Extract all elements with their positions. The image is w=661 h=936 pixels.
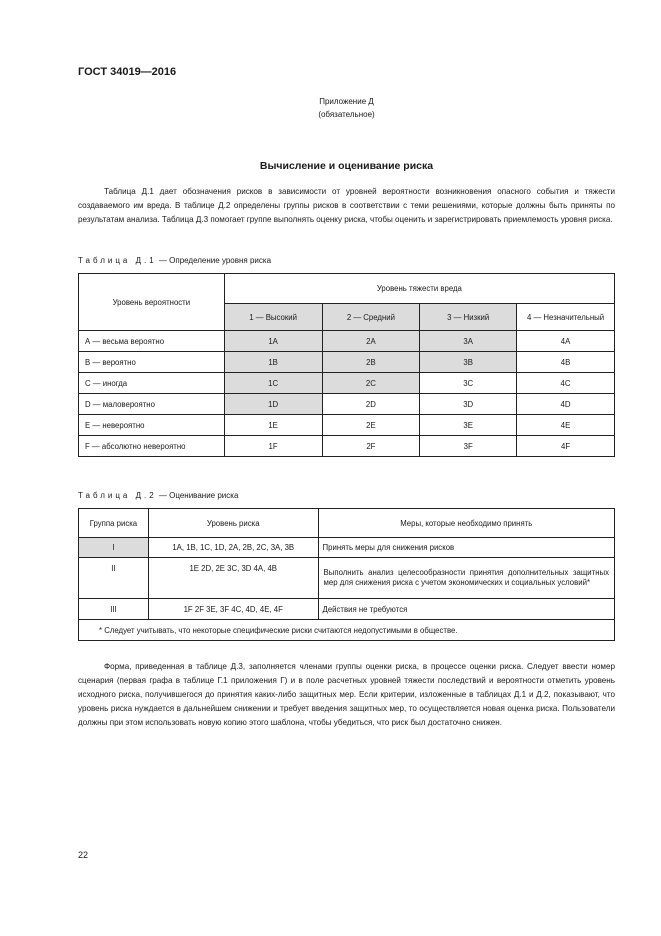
table-row: [79, 599, 615, 620]
table-footnote: * Следует учитывать, что некоторые специфические риски считаются недопустимыми в обществе.: [79, 620, 615, 641]
page-number: 22: [78, 850, 89, 860]
risk-level-header: Уровень риска: [148, 509, 318, 538]
risk-group-header: Группа риска: [79, 509, 149, 538]
risk-evaluation-table: [78, 508, 615, 641]
column-header: 1 — Высокий: [224, 304, 322, 331]
risk-cell: 2F: [322, 436, 420, 457]
risk-levels: 1Е 2D, 2Е 3С, 3D 4А, 4В: [148, 558, 318, 599]
risk-levels: 1А, 1В, 1С, 1D, 2А, 2В, 2С, 3А, 3В: [148, 538, 318, 558]
measures-header: Меры, которые необходимо принять: [318, 509, 614, 538]
table-row: [79, 331, 615, 352]
risk-cell: 1А: [224, 331, 322, 352]
risk-cell: 3F: [420, 436, 517, 457]
annex-type: (обязательное): [318, 110, 375, 119]
risk-levels: 1F 2F 3Е, 3F 4С, 4D, 4Е, 4F: [148, 599, 318, 620]
column-header: 4 — Незначительный: [517, 304, 615, 331]
table-row: [79, 373, 615, 394]
column-header: 2 — Средний: [322, 304, 420, 331]
standard-header: ГОСТ 34019—2016: [78, 66, 177, 78]
risk-group: III: [79, 599, 149, 620]
row-label: Е — невероятно: [79, 415, 225, 436]
table-row: [79, 558, 615, 599]
risk-cell: 2D: [322, 394, 420, 415]
row-label: С — иногда: [79, 373, 225, 394]
risk-cell: 3А: [420, 331, 517, 352]
risk-cell: 4D: [517, 394, 615, 415]
risk-cell: 1F: [224, 436, 322, 457]
annex-title: Приложение Д: [319, 97, 374, 106]
table-row: [79, 415, 615, 436]
risk-cell: 4Е: [517, 415, 615, 436]
risk-cell: 4С: [517, 373, 615, 394]
severity-level-header: Уровень тяжести вреда: [224, 274, 614, 304]
row-label: В — вероятно: [79, 352, 225, 373]
risk-group: II: [79, 558, 149, 599]
risk-group: I: [79, 538, 149, 558]
intro-paragraph: Таблица Д.1 дает обозначения рисков в зависимости от уровней вероятности возникновения опасного события и тяжести создаваемого им вреда. В таблице Д.2 определены группы рисков в соответствии с теми решениями, которые должны быть приняты по результатам анализа. Таблица Д.3 помогает группе выполнять оценку риска, чтобы оценить и зарегистрировать приемлемость уровня риска.: [78, 187, 615, 224]
row-label: F — абсолютно невероятно: [79, 436, 225, 457]
measures: Выполнить анализ целесообразности принятия дополнительных защитных мер для снижения риска с учетом экономических и социальных условий*: [318, 558, 614, 599]
risk-cell: 1В: [224, 352, 322, 373]
risk-cell: 4А: [517, 331, 615, 352]
risk-cell: 3В: [420, 352, 517, 373]
risk-cell: 4F: [517, 436, 615, 457]
risk-cell: 2А: [322, 331, 420, 352]
risk-cell: 2Е: [322, 415, 420, 436]
risk-cell: 3С: [420, 373, 517, 394]
risk-cell: 3Е: [420, 415, 517, 436]
measures: Принять меры для снижения рисков: [318, 538, 614, 558]
row-label: А — весьма вероятно: [79, 331, 225, 352]
risk-cell: 4В: [517, 352, 615, 373]
table2-caption: Таблица Д.2 — Оценивание риска: [78, 491, 239, 500]
probability-level-header: Уровень вероятности: [79, 274, 225, 331]
risk-cell: 1D: [224, 394, 322, 415]
risk-cell: 2С: [322, 373, 420, 394]
risk-cell: 1С: [224, 373, 322, 394]
table-row: [79, 436, 615, 457]
risk-cell: 2В: [322, 352, 420, 373]
column-header: 3 — Низкий: [420, 304, 517, 331]
risk-level-table: [78, 273, 615, 457]
closing-paragraph: Форма, приведенная в таблице Д.3, заполняется членами группы оценки риска, в процессе оценки риска. Следует ввести номер сценария (первая графа в таблице Г.1 приложения Г) и в поле расчетных уровней тяжести последствий и вероятности отметить уровень исходного риска, получившегося до принятия каких-либо защитных мер. Если критерии, изложенные в таблицах Д.1 и Д.2, показывают, что уровень риска нуждается в дальнейшем снижении и требует введения защитных мер, то осуществляется новая оценка риска. Пользователи должны при этом использовать новую копию этого шаблона, чтобы убедиться, что риск был достаточно снижен.: [78, 662, 615, 727]
row-label: D — маловероятно: [79, 394, 225, 415]
risk-cell: 1Е: [224, 415, 322, 436]
table-row: [79, 352, 615, 373]
table-row: [79, 538, 615, 558]
section-title: Вычисление и оценивание риска: [259, 160, 434, 172]
measures: Действия не требуются: [318, 599, 614, 620]
risk-cell: 3D: [420, 394, 517, 415]
table1-caption: Таблица Д.1 — Определение уровня риска: [78, 256, 272, 265]
table-row: [79, 394, 615, 415]
